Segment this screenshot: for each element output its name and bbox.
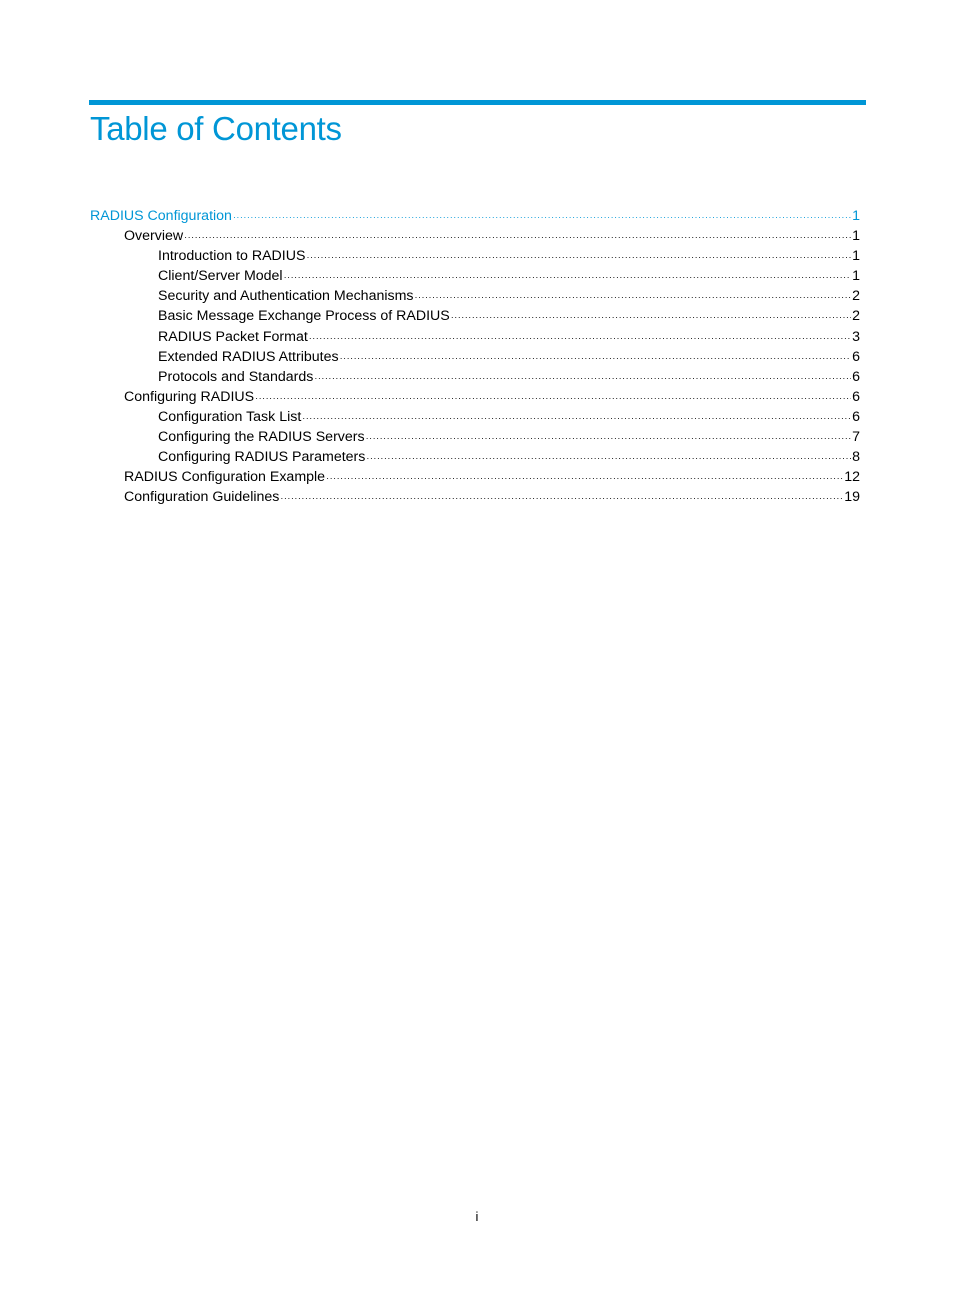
toc-entry-label: Security and Authentication Mechanisms (158, 288, 414, 305)
dot-leader (302, 408, 851, 427)
dot-leader (309, 328, 851, 347)
toc-entry-label: Client/Server Model (158, 268, 283, 285)
toc-entry-page: 6 (852, 368, 860, 385)
toc-entry-radius-configuration-example[interactable] (90, 467, 860, 487)
footer-page-number: i (475, 1209, 479, 1224)
toc-entry-page: 6 (852, 388, 860, 405)
toc-entry-label: Configuration Task List (158, 408, 302, 425)
toc-entry-extended-radius-attributes[interactable] (90, 347, 860, 367)
toc-entry-label: RADIUS Configuration (90, 208, 232, 224)
toc-entry-label: Configuring the RADIUS Servers (158, 429, 365, 446)
dot-leader (451, 307, 851, 326)
toc-entry-page: 8 (852, 449, 860, 466)
toc-entry-client-server-model[interactable] (90, 266, 860, 286)
toc-entry-page: 6 (852, 408, 860, 425)
dot-leader (284, 267, 852, 286)
toc-entry-configuration-task-list[interactable] (90, 407, 860, 427)
toc-entry-page: 3 (852, 328, 860, 345)
toc-entry-radius-configuration[interactable] (90, 206, 860, 226)
toc-entry-configuring-radius[interactable] (90, 387, 860, 407)
toc-entry-page: 2 (852, 288, 860, 305)
toc-entry-page: 1 (852, 268, 860, 285)
toc-entry-radius-packet-format[interactable] (90, 327, 860, 347)
table-of-contents (90, 206, 860, 507)
dot-leader (255, 388, 851, 407)
toc-entry-label: Overview (124, 228, 184, 245)
toc-entry-label: Configuration Guidelines (124, 489, 280, 506)
toc-entry-protocols-and-standards[interactable] (90, 367, 860, 387)
toc-entry-page: 7 (852, 429, 860, 446)
toc-entry-label: Configuring RADIUS Parameters (158, 449, 366, 466)
toc-entry-page: 1 (852, 248, 860, 265)
toc-entry-page: 1 (852, 228, 860, 245)
toc-entry-label: Protocols and Standards (158, 368, 314, 385)
toc-entry-page: 2 (852, 308, 860, 325)
toc-entry-basic-message-exchange[interactable] (90, 306, 860, 326)
toc-entry-overview[interactable] (90, 226, 860, 246)
dot-leader (415, 287, 852, 306)
toc-entry-configuring-radius-servers[interactable] (90, 427, 860, 447)
dot-leader (280, 488, 843, 507)
dot-leader (184, 227, 851, 246)
dot-leader (366, 448, 851, 467)
toc-entry-label: RADIUS Configuration Example (124, 469, 326, 486)
title-rule (89, 100, 866, 105)
toc-entry-label: Extended RADIUS Attributes (158, 348, 339, 365)
toc-entry-introduction-to-radius[interactable] (90, 246, 860, 266)
toc-entry-label: Introduction to RADIUS (158, 248, 306, 265)
dot-leader (326, 468, 843, 487)
dot-leader (314, 368, 851, 387)
page-title: Table of Contents (90, 110, 342, 147)
toc-entry-security-and-authentication[interactable] (90, 286, 860, 306)
toc-entry-page: 12 (844, 469, 860, 486)
toc-entry-label: RADIUS Packet Format (158, 328, 308, 345)
dot-leader (340, 348, 852, 367)
dot-leader (366, 428, 852, 447)
dot-leader (306, 247, 851, 266)
toc-entry-page: 19 (844, 489, 860, 506)
toc-entry-label: Basic Message Exchange Process of RADIUS (158, 308, 450, 325)
toc-entry-page: 6 (852, 348, 860, 365)
toc-entry-page: 1 (852, 208, 860, 224)
toc-entry-label: Configuring RADIUS (124, 388, 255, 405)
dot-leader (233, 207, 851, 226)
toc-entry-configuring-radius-parameters[interactable] (90, 447, 860, 467)
toc-entry-configuration-guidelines[interactable] (90, 487, 860, 507)
